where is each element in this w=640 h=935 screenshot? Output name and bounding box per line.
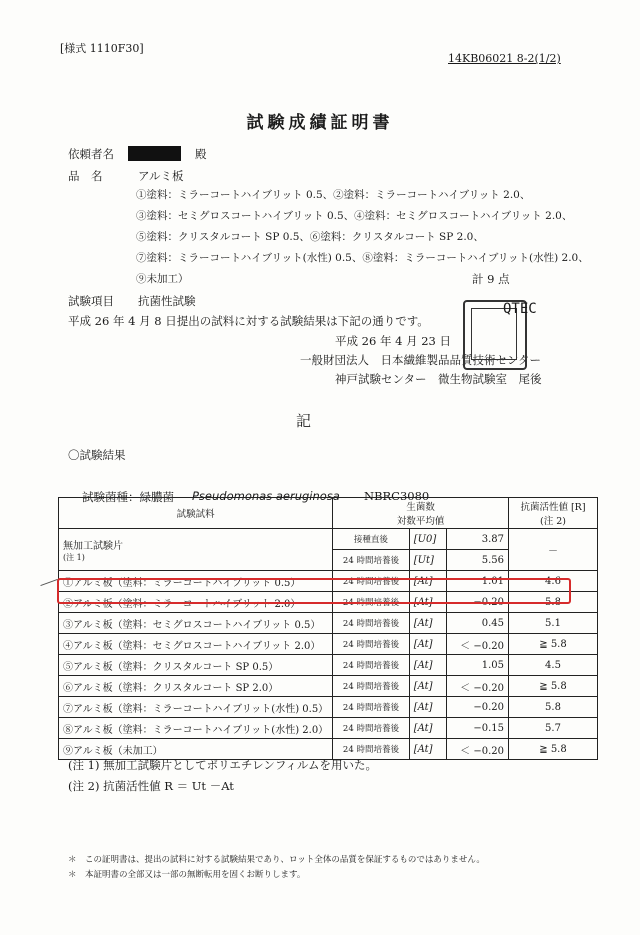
symbol: [At]: [409, 718, 446, 739]
symbol: [At]: [409, 634, 446, 655]
pen-mark-arrow: [40, 579, 57, 586]
value: ＜ −0.20: [446, 634, 508, 655]
symbol: [Ut]: [409, 550, 446, 571]
condition: 24 時間培養後: [333, 592, 410, 613]
symbol: [At]: [409, 592, 446, 613]
symbol: [At]: [409, 676, 446, 697]
table-header-row: [59, 498, 598, 529]
activity-value: －: [509, 529, 598, 571]
organism-strain: NBRC3080: [364, 489, 430, 503]
form-number: [様式 1110F30]: [60, 42, 144, 55]
ki-heading: 記: [296, 412, 312, 430]
activity-value: 5.8: [509, 697, 598, 718]
symbol: [At]: [409, 655, 446, 676]
condition: 24 時間培養後: [333, 634, 410, 655]
activity-value: 4.6: [509, 571, 598, 592]
condition: 接種直後: [333, 529, 410, 550]
client-label: 依頼者名: [68, 147, 114, 161]
product-total: 計 9 点: [472, 272, 510, 286]
condition: 24 時間培養後: [333, 571, 410, 592]
header-activity: 抗菌活性値 [R] (注 2): [509, 498, 598, 529]
value: 1.05: [446, 655, 508, 676]
table-row: [59, 529, 598, 550]
document-number: 14KB06021 8-2(1/2): [448, 52, 561, 65]
table-row: [59, 676, 598, 697]
value: ＜ −0.20: [446, 739, 508, 760]
test-item-label: 試験項目: [68, 294, 114, 308]
condition: 24 時間培養後: [333, 697, 410, 718]
value: 3.87: [446, 529, 508, 550]
sample-name: ①アルミ板（塗料：ミラーコートハイブリット 0.5）: [59, 571, 333, 592]
test-item-value: 抗菌性試験: [138, 294, 196, 308]
client-suffix: 殿: [195, 147, 207, 161]
table-row: [59, 655, 598, 676]
statement: 平成 26 年 4 月 8 日提出の試料に対する試験結果は下記の通りです。: [68, 314, 429, 328]
results-heading: 〇試験結果: [68, 448, 126, 462]
condition: 24 時間培養後: [333, 550, 410, 571]
redacted-client-name: [128, 146, 181, 161]
disclaimer: ＊ 本証明書の全部又は一部の無断転用を固くお断りします。: [68, 870, 306, 880]
symbol: [At]: [409, 697, 446, 718]
symbol: [At]: [409, 571, 446, 592]
sample-name: ③アルミ板（塗料：セミグロスコートハイブリット 0.5）: [59, 613, 333, 634]
condition: 24 時間培養後: [333, 676, 410, 697]
organism-label: 試験菌種：緑膿菌: [82, 490, 174, 504]
product-line: ⑨未加工）: [136, 273, 189, 285]
organism-species: Pseudomonas aeruginosa: [192, 489, 340, 503]
sample-name: ⑧アルミ板（塗料：ミラーコートハイブリット(水性) 2.0）: [59, 718, 333, 739]
sample-name: ⑤アルミ板（塗料：クリスタルコート SP 0.5）: [59, 655, 333, 676]
product-label: 品 名: [68, 169, 103, 183]
issuer-org: 一般財団法人 日本繊維製品品質技術センター: [300, 353, 542, 367]
control-name: 無加工試験片 (注 1): [59, 529, 333, 571]
issuer-dept: 神戸試験センター 微生物試験室 尾後: [335, 372, 542, 386]
symbol: [At]: [409, 613, 446, 634]
symbol: [At]: [409, 739, 446, 760]
activity-value: ≧ 5.8: [509, 676, 598, 697]
value: −0.20: [446, 592, 508, 613]
activity-value: 5.7: [509, 718, 598, 739]
product-line: ⑤塗料：クリスタルコート SP 0.5、⑥塗料：クリスタルコート SP 2.0、: [136, 231, 484, 243]
sample-name: ④アルミ板（塗料：セミグロスコートハイブリット 2.0）: [59, 634, 333, 655]
value: 1.01: [446, 571, 508, 592]
table-row: [59, 697, 598, 718]
table-row: [59, 613, 598, 634]
sample-name: ⑦アルミ板（塗料：ミラーコートハイブリット(水性) 0.5）: [59, 697, 333, 718]
value: ＜ −0.20: [446, 676, 508, 697]
activity-value: 4.5: [509, 655, 598, 676]
results-table: [58, 497, 598, 760]
highlight-box: [57, 578, 571, 604]
activity-value: ≧ 5.8: [509, 739, 598, 760]
symbol: [U0]: [409, 529, 446, 550]
value: −0.20: [446, 697, 508, 718]
condition: 24 時間培養後: [333, 613, 410, 634]
activity-value: 5.8: [509, 592, 598, 613]
disclaimer: ＊ この証明書は、提出の試料に対する試験結果であり、ロット全体の品質を保証するものではありません。: [68, 855, 485, 865]
note-1: (注 1) 無加工試験片としてポリエチレンフィルムを用いた。: [68, 758, 377, 772]
condition: 24 時間培養後: [333, 655, 410, 676]
condition: 24 時間培養後: [333, 739, 410, 760]
value: 0.45: [446, 613, 508, 634]
note-2: (注 2) 抗菌活性値 R ＝ Ut －At: [68, 779, 234, 793]
table-row: [59, 634, 598, 655]
product-line: ①塗料：ミラーコートハイブリット 0.5、②塗料：ミラーコートハイブリット 2.0、: [136, 189, 531, 201]
issue-date: 平成 26 年 4 月 23 日: [335, 334, 452, 348]
document-title: 試験成績証明書: [246, 113, 394, 133]
product-line: ③塗料：セミグロスコートハイブリット 0.5、④塗料：セミグロスコートハイブリット 2.0、: [136, 210, 573, 222]
sample-name: ②アルミ板（塗料：ミラーコートハイブリット 2.0）: [59, 592, 333, 613]
value: 5.56: [446, 550, 508, 571]
header-count: 生菌数 対数平均値: [333, 498, 509, 529]
table-row: [59, 718, 598, 739]
sample-name: ⑨アルミ板（未加工）: [59, 739, 333, 760]
sample-name: ⑥アルミ板（塗料：クリスタルコート SP 2.0）: [59, 676, 333, 697]
value: −0.15: [446, 718, 508, 739]
activity-value: ≧ 5.8: [509, 634, 598, 655]
header-sample: 試験試料: [59, 498, 333, 529]
activity-value: 5.1: [509, 613, 598, 634]
seal-text: QTEC: [503, 301, 537, 317]
condition: 24 時間培養後: [333, 718, 410, 739]
product-line: ⑦塗料：ミラーコートハイブリット(水性) 0.5、⑧塗料：ミラーコートハイブリット(水性) 2.0、: [136, 252, 589, 264]
product-name: アルミ板: [138, 169, 184, 183]
